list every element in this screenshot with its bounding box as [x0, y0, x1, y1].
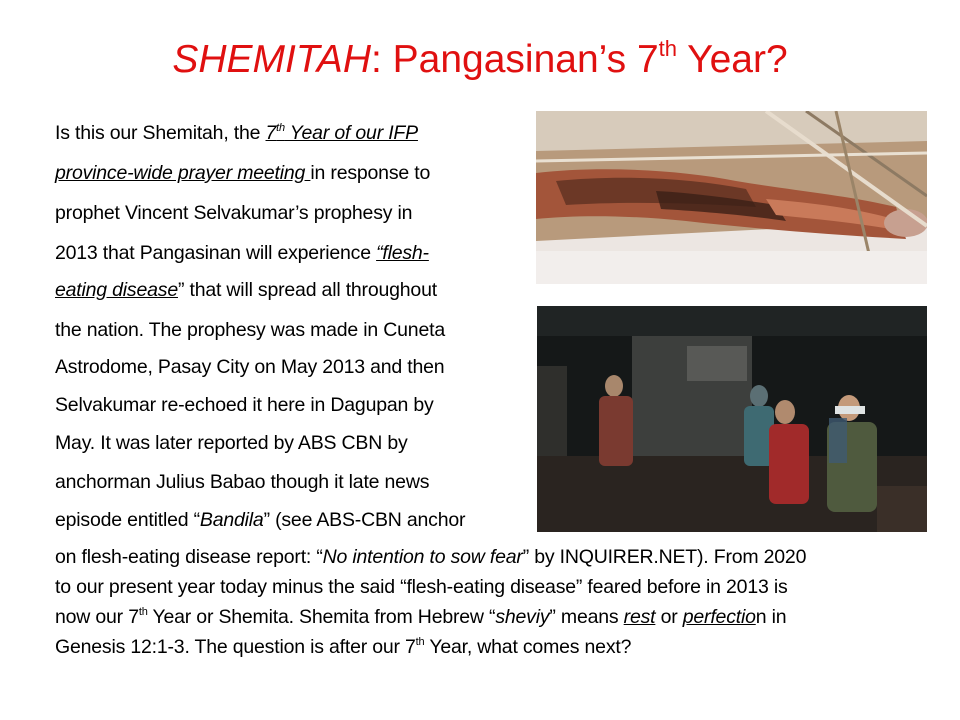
line-5-eating-disease: eating disease: [55, 279, 178, 301]
body-line-13: to our present year today minus the said “flesh-eating disease” feared before in 2013 is: [55, 576, 788, 598]
title-superscript: th: [658, 36, 678, 61]
crowd-photo-graphic: [537, 306, 927, 532]
title-end: Year?: [677, 38, 788, 81]
body-line-3: prophet Vincent Selvakumar’s prophesy in: [55, 202, 413, 224]
title-shemitah: SHEMITAH: [172, 38, 371, 81]
line-12-text: on flesh-eating disease report: “: [55, 546, 323, 568]
line-12-quote: No intention to sow fear: [322, 546, 523, 568]
flesh-eating-disease-photo: [536, 111, 927, 284]
line-11-bandila: Bandila: [199, 509, 264, 531]
body-line-4: [55, 241, 429, 265]
line-14-perfection: perfectio: [682, 606, 756, 628]
line-5-text: ” that will spread all throughout: [177, 279, 437, 301]
line-4-flesh: “flesh-: [376, 242, 429, 264]
body-line-6: the nation. The prophesy was made in Cuneta: [55, 319, 445, 341]
line-14-rest: rest: [623, 606, 656, 628]
body-line-11: [55, 508, 465, 532]
line-11-text-end: ” (see ABS-CBN anchor: [263, 509, 466, 531]
line-2-prayer-meeting: province-wide prayer meeting: [55, 162, 311, 184]
body-line-12: [55, 545, 806, 569]
body-line-5: [55, 278, 437, 302]
body-line-2: [55, 161, 430, 185]
title-main: : Pangasinan’s 7: [370, 38, 659, 81]
slide-title: [0, 38, 960, 82]
body-line-7: Astrodome, Pasay City on May 2013 and then: [55, 356, 445, 378]
line-2-text: in response to: [310, 162, 431, 184]
line-1-7th-year: 7th Year of our IFP: [265, 122, 418, 144]
body-line-8: Selvakumar re-echoed it here in Dagupan by: [55, 394, 434, 416]
body-line-14: now our 7th Year or Shemita. Shemita from Hebrew “sheviy” means rest or perfection in: [55, 606, 787, 628]
crowd-night-photo: [537, 306, 927, 532]
body-line-10: anchorman Julius Babao though it late news: [55, 471, 430, 493]
line-11-text: episode entitled “: [55, 509, 200, 531]
leg-photo-graphic: [536, 111, 927, 284]
line-12-text-end: ” by INQUIRER.NET). From 2020: [522, 546, 807, 568]
line-1-text: Is this our Shemitah, the: [55, 122, 266, 144]
body-line-9: May. It was later reported by ABS CBN by: [55, 432, 408, 454]
line-4-text: 2013 that Pangasinan will experience: [55, 242, 377, 264]
body-line-15: Genesis 12:1-3. The question is after our 7th Year, what comes next?: [55, 636, 632, 658]
body-line-1: [55, 121, 418, 145]
line-14-sheviy: sheviy: [495, 606, 550, 628]
